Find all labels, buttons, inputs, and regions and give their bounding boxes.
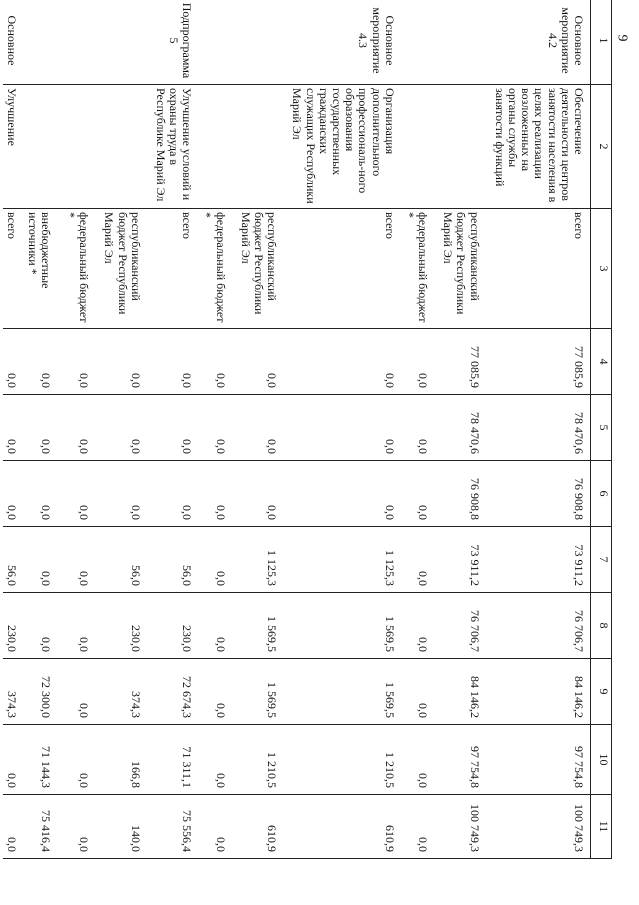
- row-status-cell: Подпрограмма 5: [152, 0, 199, 85]
- value-cell: 0,0: [198, 395, 236, 461]
- row-source-cell: федеральный бюджет *: [401, 209, 439, 329]
- row-status-cell: Основное: [3, 0, 23, 85]
- value-cell: 0,0: [198, 795, 236, 859]
- value-cell: 0,0: [62, 593, 100, 659]
- header-cell: 5: [591, 395, 612, 461]
- header-cell: 4: [591, 329, 612, 395]
- value-cell: 0,0: [62, 659, 100, 725]
- row-title-cell: [100, 85, 152, 209]
- value-cell: 230,0: [100, 593, 152, 659]
- value-cell: 0,0: [401, 395, 439, 461]
- value-cell: 84 146,2: [491, 659, 591, 725]
- row-status-cell: [237, 0, 289, 85]
- value-cell: 72 674,3: [152, 659, 199, 725]
- row-status-cell: [100, 0, 152, 85]
- row-source-cell: всего: [491, 209, 591, 329]
- table-row: [3, 0, 23, 859]
- value-cell: 0,0: [401, 725, 439, 795]
- value-cell: 374,3: [3, 659, 23, 725]
- value-cell: 1 569,5: [288, 593, 401, 659]
- row-source-cell: внебюджетные источники *: [23, 209, 61, 329]
- row-source-cell: федеральный бюджет *: [198, 209, 236, 329]
- value-cell: 0,0: [100, 461, 152, 527]
- table-row: [23, 0, 61, 859]
- value-cell: 0,0: [23, 527, 61, 593]
- value-cell: 75 416,4: [23, 795, 61, 859]
- value-cell: 610,9: [237, 795, 289, 859]
- budget-table: [3, 0, 612, 859]
- header-cell: 1: [591, 0, 612, 85]
- header-cell: 6: [591, 461, 612, 527]
- row-title-cell: [62, 85, 100, 209]
- value-cell: 0,0: [198, 725, 236, 795]
- value-cell: 0,0: [3, 461, 23, 527]
- page-number: 9: [614, 34, 630, 42]
- value-cell: 100 749,3: [491, 795, 591, 859]
- row-source-cell: республиканский бюджет Республики Марий Эл: [237, 209, 289, 329]
- value-cell: 0,0: [3, 329, 23, 395]
- value-cell: 0,0: [198, 593, 236, 659]
- value-cell: 0,0: [288, 461, 401, 527]
- value-cell: 71 144,3: [23, 725, 61, 795]
- row-status-cell: [439, 0, 491, 85]
- value-cell: 0,0: [288, 329, 401, 395]
- row-title-cell: [23, 85, 61, 209]
- value-cell: 0,0: [62, 527, 100, 593]
- table-row: [491, 0, 591, 859]
- value-cell: 0,0: [152, 461, 199, 527]
- row-title-cell: Обеспечение деятельности центров занятости населения в целях реализации возложенных на органы службы занятости функций: [491, 85, 591, 209]
- table-row: [62, 0, 100, 859]
- header-cell: 2: [591, 85, 612, 209]
- value-cell: 0,0: [100, 395, 152, 461]
- header-cell: 8: [591, 593, 612, 659]
- row-title-cell: [198, 85, 236, 209]
- value-cell: 0,0: [237, 461, 289, 527]
- value-cell: 84 146,2: [439, 659, 491, 725]
- table-row: [288, 0, 401, 859]
- row-status-cell: Основное мероприятие 4.3: [288, 0, 401, 85]
- value-cell: 0,0: [152, 395, 199, 461]
- row-title-cell: Улучшение: [3, 85, 23, 209]
- value-cell: 0,0: [23, 395, 61, 461]
- value-cell: 1 569,5: [237, 593, 289, 659]
- header-cell: 11: [591, 795, 612, 859]
- value-cell: 1 569,5: [237, 659, 289, 725]
- value-cell: 166,8: [100, 725, 152, 795]
- table-row: [237, 0, 289, 859]
- row-source-cell: всего: [288, 209, 401, 329]
- value-cell: 0,0: [288, 395, 401, 461]
- value-cell: 76 706,7: [439, 593, 491, 659]
- header-cell: 7: [591, 527, 612, 593]
- value-cell: 56,0: [152, 527, 199, 593]
- value-cell: 0,0: [237, 395, 289, 461]
- table-row: [198, 0, 236, 859]
- table-body: [3, 0, 590, 859]
- row-title-cell: [439, 85, 491, 209]
- value-cell: 1 125,3: [288, 527, 401, 593]
- value-cell: 0,0: [198, 461, 236, 527]
- value-cell: 0,0: [62, 725, 100, 795]
- value-cell: 0,0: [237, 329, 289, 395]
- row-source-cell: всего: [152, 209, 199, 329]
- value-cell: 0,0: [23, 593, 61, 659]
- value-cell: 0,0: [3, 795, 23, 859]
- value-cell: 0,0: [62, 795, 100, 859]
- value-cell: 0,0: [401, 329, 439, 395]
- value-cell: 0,0: [401, 593, 439, 659]
- header-row: [591, 0, 612, 859]
- value-cell: 0,0: [100, 329, 152, 395]
- table-row: [100, 0, 152, 859]
- row-status-cell: [401, 0, 439, 85]
- row-title-cell: Организация дополнительного профессиональ-ного образования государственных гражданских служащих Республики Марий Эл: [288, 85, 401, 209]
- value-cell: 72 300,0: [23, 659, 61, 725]
- value-cell: 0,0: [23, 461, 61, 527]
- value-cell: 374,3: [100, 659, 152, 725]
- value-cell: 1 569,5: [288, 659, 401, 725]
- value-cell: 0,0: [62, 329, 100, 395]
- value-cell: 610,9: [288, 795, 401, 859]
- value-cell: 97 754,8: [439, 725, 491, 795]
- value-cell: 71 311,1: [152, 725, 199, 795]
- value-cell: 1 210,5: [237, 725, 289, 795]
- value-cell: 140,0: [100, 795, 152, 859]
- table-row: [152, 0, 199, 859]
- value-cell: 0,0: [3, 725, 23, 795]
- value-cell: 56,0: [100, 527, 152, 593]
- value-cell: 76 908,8: [491, 461, 591, 527]
- table-row: [401, 0, 439, 859]
- value-cell: 73 911,2: [439, 527, 491, 593]
- value-cell: 1 125,3: [237, 527, 289, 593]
- value-cell: 76 706,7: [491, 593, 591, 659]
- header-cell: 3: [591, 209, 612, 329]
- row-source-cell: республиканский бюджет Республики Марий Эл: [100, 209, 152, 329]
- value-cell: 75 556,4: [152, 795, 199, 859]
- row-status-cell: [62, 0, 100, 85]
- row-source-cell: всего: [3, 209, 23, 329]
- value-cell: 78 470,6: [491, 395, 591, 461]
- value-cell: 1 210,5: [288, 725, 401, 795]
- value-cell: 0,0: [198, 329, 236, 395]
- row-title-cell: Улучшение условий и охраны труда в Республике Марий Эл: [152, 85, 199, 209]
- value-cell: 0,0: [401, 461, 439, 527]
- value-cell: 78 470,6: [439, 395, 491, 461]
- table-row: [439, 0, 491, 859]
- value-cell: 100 749,3: [439, 795, 491, 859]
- value-cell: 0,0: [198, 659, 236, 725]
- header-cell: 10: [591, 725, 612, 795]
- value-cell: 0,0: [62, 461, 100, 527]
- row-status-cell: [198, 0, 236, 85]
- value-cell: 0,0: [401, 795, 439, 859]
- value-cell: 77 085,9: [491, 329, 591, 395]
- value-cell: 97 754,8: [491, 725, 591, 795]
- row-status-cell: Основное мероприятие 4.2: [491, 0, 591, 85]
- value-cell: 73 911,2: [491, 527, 591, 593]
- header-cell: 9: [591, 659, 612, 725]
- value-cell: 56,0: [3, 527, 23, 593]
- row-title-cell: [401, 85, 439, 209]
- value-cell: 0,0: [62, 395, 100, 461]
- row-status-cell: [23, 0, 61, 85]
- value-cell: 230,0: [3, 593, 23, 659]
- row-source-cell: республиканский бюджет Республики Марий Эл: [439, 209, 491, 329]
- row-source-cell: федеральный бюджет *: [62, 209, 100, 329]
- value-cell: 0,0: [3, 395, 23, 461]
- value-cell: 77 085,9: [439, 329, 491, 395]
- value-cell: 0,0: [401, 527, 439, 593]
- value-cell: 230,0: [152, 593, 199, 659]
- value-cell: 76 908,8: [439, 461, 491, 527]
- row-title-cell: [237, 85, 289, 209]
- value-cell: 0,0: [23, 329, 61, 395]
- rotated-page: [5, 0, 612, 891]
- value-cell: 0,0: [401, 659, 439, 725]
- value-cell: 0,0: [198, 527, 236, 593]
- value-cell: 0,0: [152, 329, 199, 395]
